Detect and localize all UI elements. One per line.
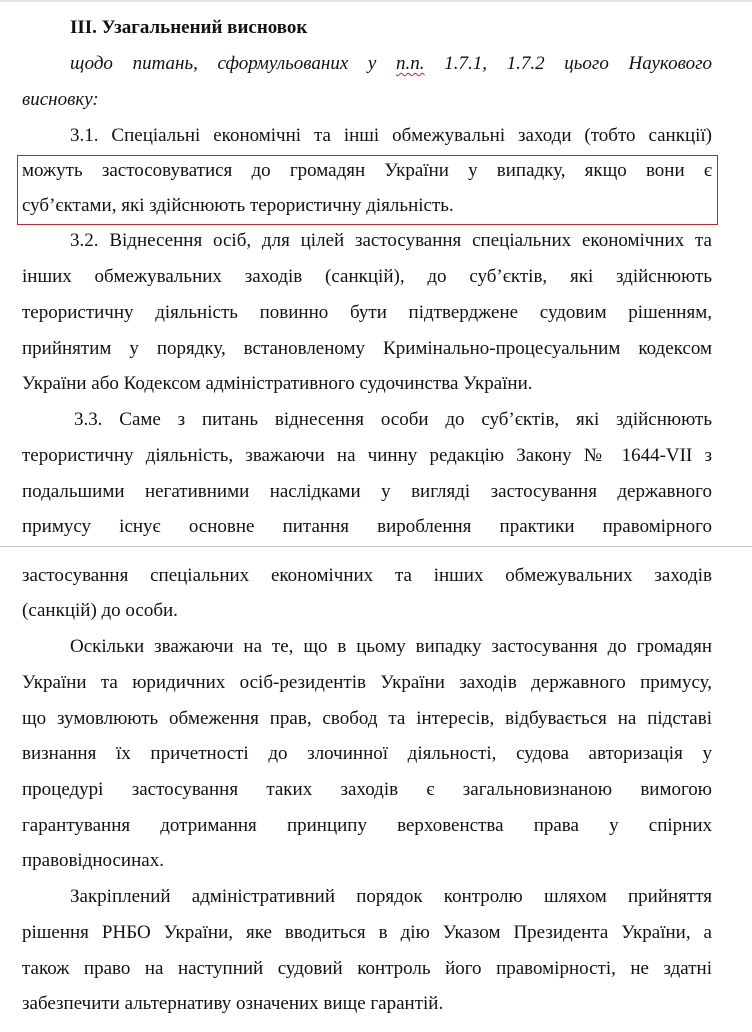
paragraph-line: визнання їх причетності до злочинної діяльності, судова авторизація у [22,743,712,764]
paragraph-line: подальшими негативними наслідками у вигляді застосування державного [22,481,712,502]
paragraph-line: примусу існує основне питання вироблення практики правомірного [22,516,712,537]
paragraph-line: (санкцій) до особи. [22,600,178,621]
page-top-border [0,0,752,2]
paragraph-line: гарантування дотримання принципу верховенства права у спірних [22,815,712,836]
paragraph-line: 3.3. Саме з питань віднесення особи до суб’єктів, які здійснюють [74,409,712,430]
subheading-text: щодо питань, сформульованих у [70,53,397,74]
paragraph-line: 3.1. Спеціальні економічні та інші обмежувальні заходи (тобто санкції) [70,125,712,146]
paragraph-line: правовідносинах. [22,850,164,871]
paragraph-line: України або Кодексом адміністративного судочинства України. [22,373,533,394]
paragraph-line: застосування спеціальних економічних та інших обмежувальних заходів [22,565,712,586]
section-heading: III. Узагальнений висновок [70,17,308,38]
paragraph-line: процедурі застосування таких заходів є загальновизнаною вимогою [22,779,712,800]
paragraph-line: Закріплений адміністративний порядок контролю шляхом прийняття [70,886,712,907]
paragraph-line: терористичну діяльність повинно бути підтверджене судовим рішенням, [22,302,712,323]
paragraph-line: забезпечити альтернативу означених вище гарантій. [22,993,444,1014]
page-break-divider [0,546,752,547]
subheading-line-1 [22,52,712,76]
paragraph-line: прийнятим у порядку, встановленому Кримінально-процесуальним кодексом [22,338,712,359]
subheading-line-2: висновку: [22,89,99,110]
paragraph-line: що зумовлюють обмеження прав, свобод та інтересів, відбувається на підставі [22,708,712,729]
paragraph-line: України та юридичних осіб-резидентів України заходів державного примусу, [22,672,712,693]
paragraph-line: терористичну діяльність, зважаючи на чинну редакцію Закону № 1644-VII з [22,445,712,466]
paragraph-line: Оскільки зважаючи на те, що в цьому випадку застосування до громадян [70,636,712,657]
paragraph-line: 3.2. Віднесення осіб, для цілей застосування спеціальних економічних та [70,230,712,251]
paragraph-line: також право на наступний судовий контроль його правомірності, не здатні [22,958,712,979]
paragraph-line: рішення РНБО України, яке вводиться в дію Указом Президента України, а [22,922,712,943]
paragraph-line: суб’єктами, які здійснюють терористичну діяльність. [22,195,454,216]
subheading-text: 1.7.1, 1.7.2 цього Наукового [424,53,712,74]
highlight-annotation-box [17,155,718,225]
spellcheck-flagged-word[interactable]: п.п. [396,53,425,74]
paragraph-line: можуть застосовуватися до громадян України у випадку, якщо вони є [22,160,712,181]
paragraph-line: інших обмежувальних заходів (санкцій), до суб’єктів, які здійснюють [22,266,712,287]
